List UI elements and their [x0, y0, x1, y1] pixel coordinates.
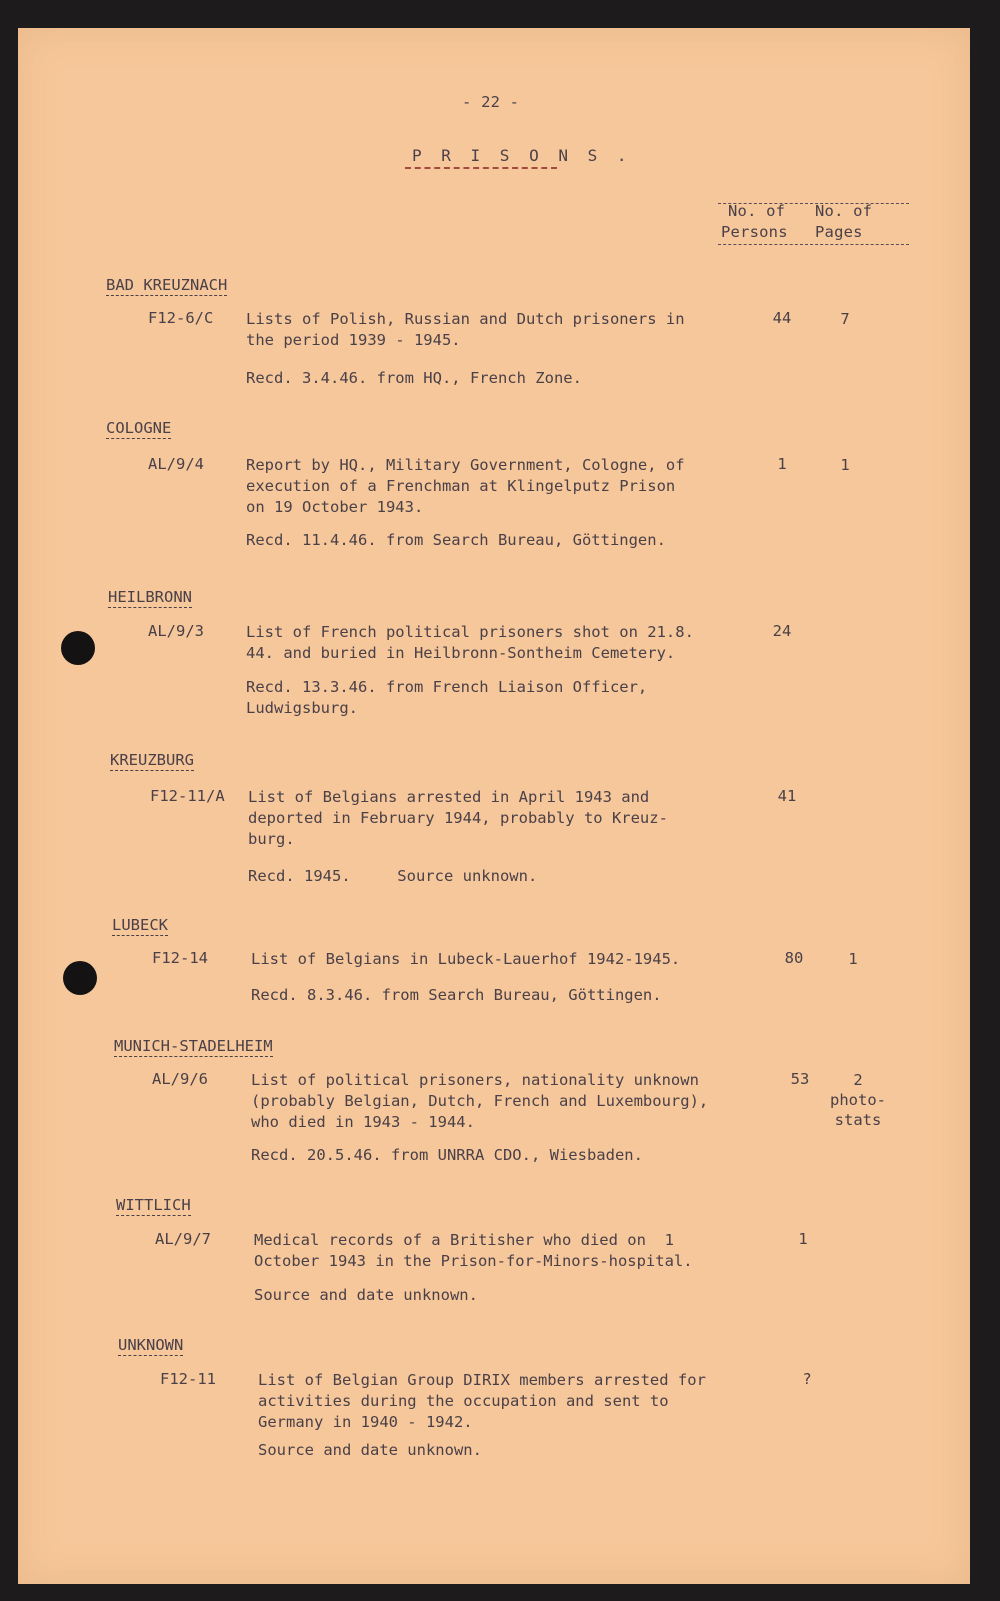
entry-place-heading: MUNICH-STADELHEIM	[114, 1037, 273, 1055]
column-header-pages-line2: Pages	[815, 223, 863, 241]
entry-place-heading: COLOGNE	[106, 419, 172, 437]
entry-pages-count: 2	[853, 1071, 863, 1089]
entry-reference-code: AL/9/6	[152, 1070, 208, 1088]
entry-persons-count: 41	[777, 787, 797, 805]
punch-hole-top	[61, 631, 95, 665]
entry-reference-code: F12-11	[160, 1370, 216, 1388]
entry-received-note: Recd. 11.4.46. from Search Bureau, Göttingen.	[246, 531, 666, 549]
entry-persons-count: 44	[772, 309, 792, 327]
entry-place-heading: WITTLICH	[116, 1196, 191, 1214]
entry-place-heading: UNKNOWN	[118, 1336, 184, 1354]
entry-received-note: Source and date unknown.	[258, 1441, 482, 1459]
entry-place-heading: BAD KREUZNACH	[106, 276, 228, 294]
entry-description-line: List of Belgian Group DIRIX members arrested for	[258, 1371, 706, 1389]
page-title: P R I S O N S .	[412, 146, 632, 165]
entry-persons-count: 1	[777, 455, 787, 473]
entry-persons-count: 24	[772, 622, 792, 640]
entry-pages-count: stats	[834, 1111, 882, 1129]
entry-description-line: Report by HQ., Military Government, Cologne, of	[246, 456, 685, 474]
entry-description-line: Lists of Polish, Russian and Dutch prisoners in	[246, 310, 685, 328]
entry-pages-count: photo-	[830, 1091, 886, 1109]
entry-description-line: October 1943 in the Prison-for-Minors-hospital.	[254, 1252, 693, 1270]
column-header-persons-line1: No. of	[728, 202, 786, 220]
column-header-pages-line1: No. of	[815, 202, 873, 220]
entry-description-line: execution of a Frenchman at Klingelputz Prison	[246, 477, 676, 495]
entry-description-line: burg.	[248, 830, 295, 848]
entry-description-line: List of Belgians in Lubeck-Lauerhof 1942-1945.	[251, 950, 681, 968]
entry-received-note: Ludwigsburg.	[246, 699, 358, 717]
entry-pages-count: 1	[848, 950, 858, 968]
entry-place-heading: HEILBRONN	[108, 588, 192, 606]
entry-reference-code: F12-6/C	[148, 309, 214, 327]
entry-persons-count: ?	[802, 1370, 812, 1388]
entry-reference-code: AL/9/4	[148, 455, 204, 473]
entry-pages-count: 7	[840, 310, 850, 328]
column-header-pages	[805, 203, 909, 245]
entry-description-line: activities during the occupation and sent to	[258, 1392, 669, 1410]
entry-place-heading: LUBECK	[112, 916, 168, 934]
entry-place-heading: KREUZBURG	[110, 751, 194, 769]
entry-received-note: Source and date unknown.	[254, 1286, 478, 1304]
entry-description-line: List of political prisoners, nationality unknown	[251, 1071, 699, 1089]
entry-received-note: Recd. 13.3.46. from French Liaison Officer,	[246, 678, 648, 696]
entry-received-note: Recd. 1945. Source unknown.	[248, 867, 538, 885]
entry-description-line: List of French political prisoners shot on 21.8.	[246, 623, 694, 641]
entry-description-line: Medical records of a Britisher who died on 1	[254, 1231, 674, 1249]
entry-description-line: Germany in 1940 - 1942.	[258, 1413, 473, 1431]
entry-persons-count: 80	[784, 949, 804, 967]
entry-persons-count: 53	[790, 1070, 810, 1088]
entry-description-line: (probably Belgian, Dutch, French and Luxembourg),	[251, 1092, 709, 1110]
entry-description-line: who died in 1943 - 1944.	[251, 1113, 475, 1131]
entry-received-note: Recd. 20.5.46. from UNRRA CDO., Wiesbaden.	[251, 1146, 643, 1164]
entry-pages-count: 1	[840, 456, 850, 474]
punch-hole-bottom	[63, 961, 97, 995]
column-header-persons	[718, 203, 803, 245]
entry-description-line: on 19 October 1943.	[246, 498, 424, 516]
column-header-persons-line2: Persons	[721, 223, 788, 241]
entry-persons-count: 1	[798, 1230, 808, 1248]
entry-reference-code: AL/9/7	[155, 1230, 211, 1248]
title-underline	[405, 167, 557, 169]
entry-received-note: Recd. 8.3.46. from Search Bureau, Göttingen.	[251, 986, 662, 1004]
entry-reference-code: F12-14	[152, 949, 208, 967]
entry-reference-code: F12-11/A	[150, 787, 225, 805]
entry-reference-code: AL/9/3	[148, 622, 204, 640]
page-number: - 22 -	[462, 93, 520, 111]
entry-description-line: List of Belgians arrested in April 1943 and	[248, 788, 650, 806]
entry-description-line: deported in February 1944, probably to Kreuz-	[248, 809, 668, 827]
entry-received-note: Recd. 3.4.46. from HQ., French Zone.	[246, 369, 582, 387]
entry-description-line: 44. and buried in Heilbronn-Sontheim Cemetery.	[246, 644, 676, 662]
entry-description-line: the period 1939 - 1945.	[246, 331, 461, 349]
